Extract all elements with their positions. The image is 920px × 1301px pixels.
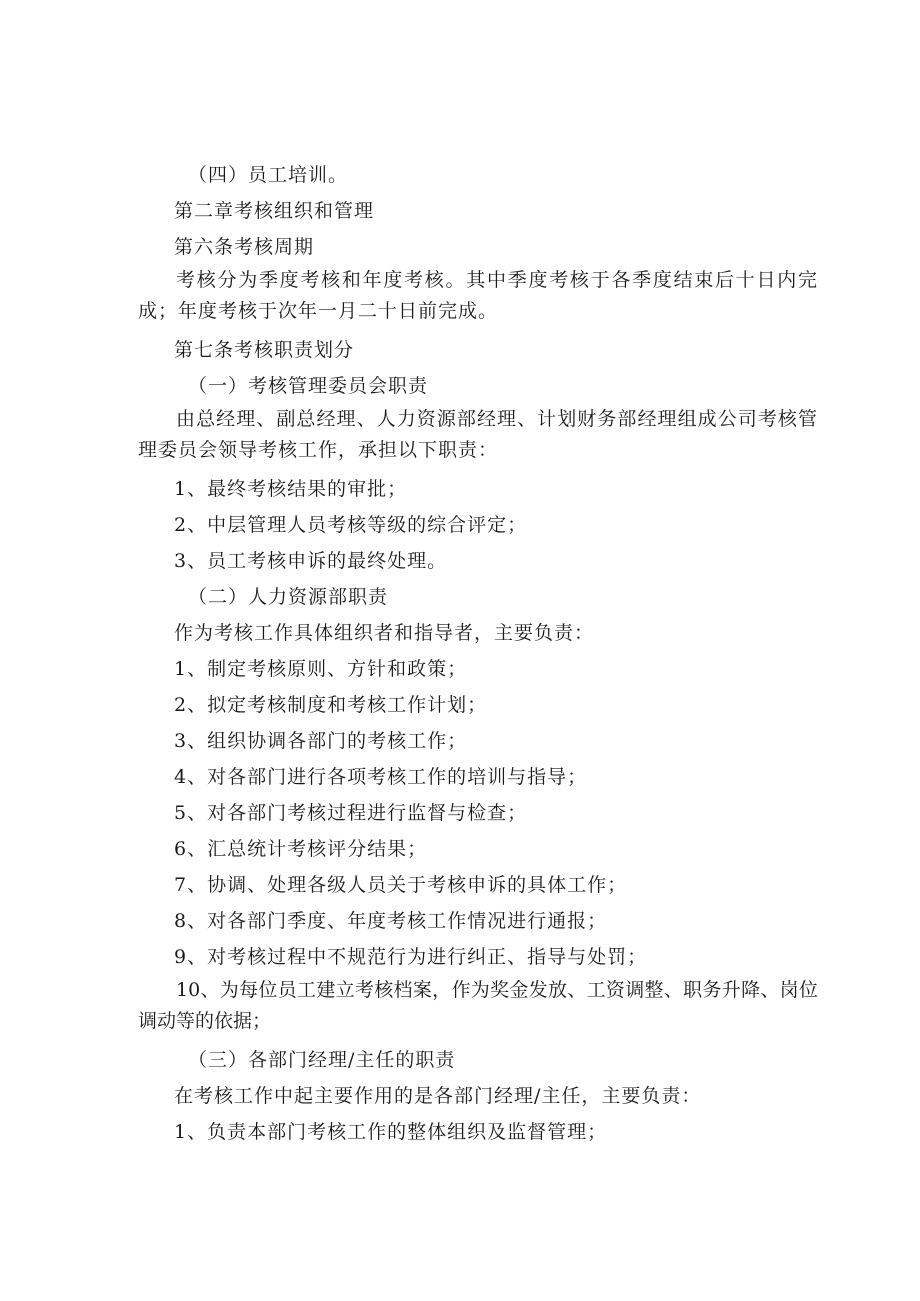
list-item: 10、为每位员工建立考核档案，作为奖金发放、工资调整、职务升降、岗位调动等的依据； — [138, 979, 818, 1032]
document-body — [138, 157, 818, 1150]
article-6-paragraph: 考核分为季度考核和年度考核。其中季度考核于各季度结束后十日内完成；年度考核于次年一月二十日前完成。 — [138, 269, 818, 322]
list-item: 9、对考核过程中不规范行为进行纠正、指导与处罚； — [174, 946, 648, 968]
list-item: 2、拟定考核制度和考核工作计划； — [174, 694, 488, 716]
section-heading-hr: （二）人力资源部职责 — [188, 586, 389, 608]
list-item: 1、最终考核结果的审批； — [174, 478, 408, 500]
article-heading-7: 第七条考核职责划分 — [174, 339, 355, 361]
list-item: 5、对各部门考核过程进行监督与检查； — [174, 802, 528, 824]
committee-paragraph: 由总经理、副总经理、人力资源部经理、计划财务部经理组成公司考核管理委员会领导考核工作，承担以下职责： — [138, 408, 818, 461]
list-item: 3、组织协调各部门的考核工作； — [174, 730, 468, 752]
list-item: 7、协调、处理各级人员关于考核申诉的具体工作； — [174, 874, 628, 896]
article-heading-6: 第六条考核周期 — [174, 236, 315, 258]
section-heading-employee-training: （四）员工培训。 — [188, 164, 349, 186]
list-item: 1、负责本部门考核工作的整体组织及监督管理； — [174, 1121, 608, 1143]
chapter-heading: 第二章考核组织和管理 — [174, 200, 375, 222]
hr-intro: 作为考核工作具体组织者和指导者，主要负责： — [174, 622, 595, 644]
list-item: 6、汇总统计考核评分结果； — [174, 838, 428, 860]
list-item: 4、对各部门进行各项考核工作的培训与指导； — [174, 766, 588, 788]
managers-intro: 在考核工作中起主要作用的是各部门经理/主任，主要负责： — [174, 1085, 702, 1107]
list-item: 3、员工考核申诉的最终处理。 — [174, 550, 448, 572]
section-heading-department-managers: （三）各部门经理/主任的职责 — [188, 1049, 456, 1071]
list-item: 8、对各部门季度、年度考核工作情况进行通报； — [174, 910, 608, 932]
list-item: 2、中层管理人员考核等级的综合评定； — [174, 514, 528, 536]
section-heading-committee: （一）考核管理委员会职责 — [188, 375, 429, 397]
list-item: 1、制定考核原则、方针和政策； — [174, 658, 468, 680]
